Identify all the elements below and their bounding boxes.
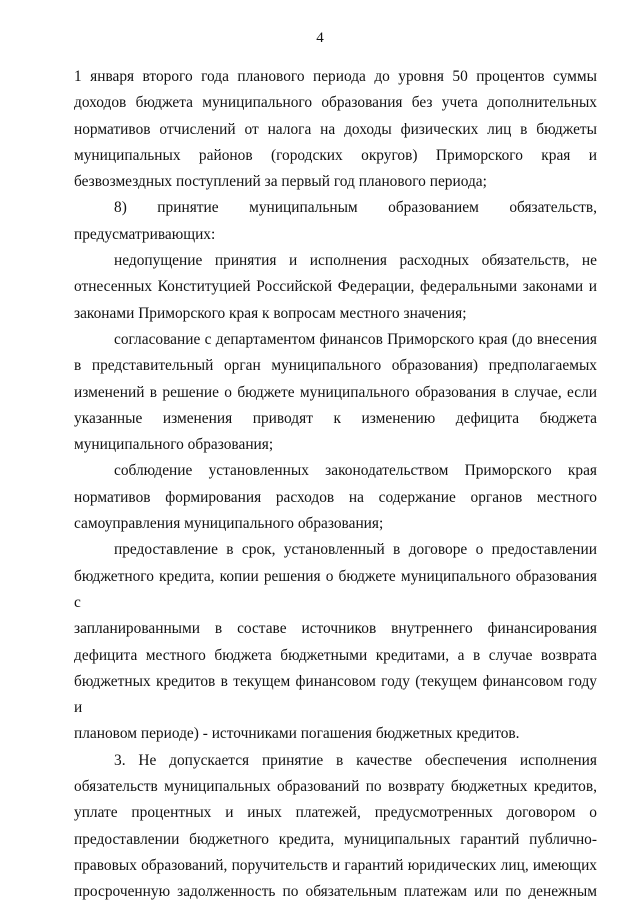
text-line: запланированными в составе источников внутреннего финансирования [74, 620, 597, 638]
text-line: нормативов формирования расходов на содержание органов местного [74, 488, 597, 506]
text-line: уплате процентных и иных платежей, предусмотренных договором о [74, 804, 597, 822]
text-line: просроченную задолженность по обязательным платежам или по денежным [74, 883, 597, 901]
text-line: бюджетных кредитов в текущем финансовом году (текущем финансовом году и [74, 672, 597, 717]
text-line: недопущение принятия и исполнения расходных обязательств, не [114, 252, 597, 270]
body-text [74, 64, 597, 906]
page-number: 4 [316, 30, 324, 46]
text-line: соблюдение установленных законодательством Приморского края [114, 462, 597, 480]
text-line: правовых образований, поручительств и гарантий юридических лиц, имеющих [74, 856, 597, 874]
text-line: муниципального образования; [74, 436, 274, 454]
text-line: 8) принятие муниципальным образованием обязательств, [114, 199, 597, 217]
text-line: законами Приморского края к вопросам местного значения; [74, 304, 467, 322]
text-line: муниципальных районов (городских округов) Приморского края и [74, 146, 597, 164]
text-line: в представительный орган муниципального образования) предполагаемых [74, 357, 597, 375]
text-line: обязательств муниципальных образований по возврату бюджетных кредитов, [74, 778, 597, 796]
text-line: указанные изменения приводят к изменению дефицита бюджета [74, 409, 597, 427]
text-line: бюджетного кредита, копии решения о бюджете муниципального образования с [74, 567, 597, 611]
text-line: 1 января второго года планового периода до уровня 50 процентов суммы [74, 68, 597, 85]
text-line: доходов бюджета муниципального образования без учета дополнительных [74, 94, 597, 112]
text-line: предоставлении бюджетного кредита, муниципальных гарантий публично- [74, 830, 597, 848]
text-line: согласование с департаментом финансов Приморского края (до внесения [114, 330, 597, 348]
text-line: нормативов отчислений от налога на доходы физических лиц в бюджеты [74, 120, 597, 138]
text-line: отнесенных Конституцией Российской Федерации, федеральными законами и [74, 278, 597, 296]
text-line: предоставление в срок, установленный в договоре о предоставлении [114, 541, 597, 559]
text-line: предусматривающих: [74, 225, 216, 243]
text-line: 3. Не допускается принятие в качестве обеспечения исполнения [114, 751, 597, 769]
text-line: безвозмездных поступлений за первый год планового периода; [74, 173, 487, 191]
text-line: дефицита местного бюджета бюджетными кредитами, а в случае возврата [74, 646, 597, 664]
text-line: изменений в решение о бюджете муниципального образования в случае, если [74, 383, 597, 401]
text-line: самоуправления муниципального образования; [74, 515, 384, 533]
text-line: плановом периоде) - источниками погашения бюджетных кредитов. [74, 725, 520, 743]
